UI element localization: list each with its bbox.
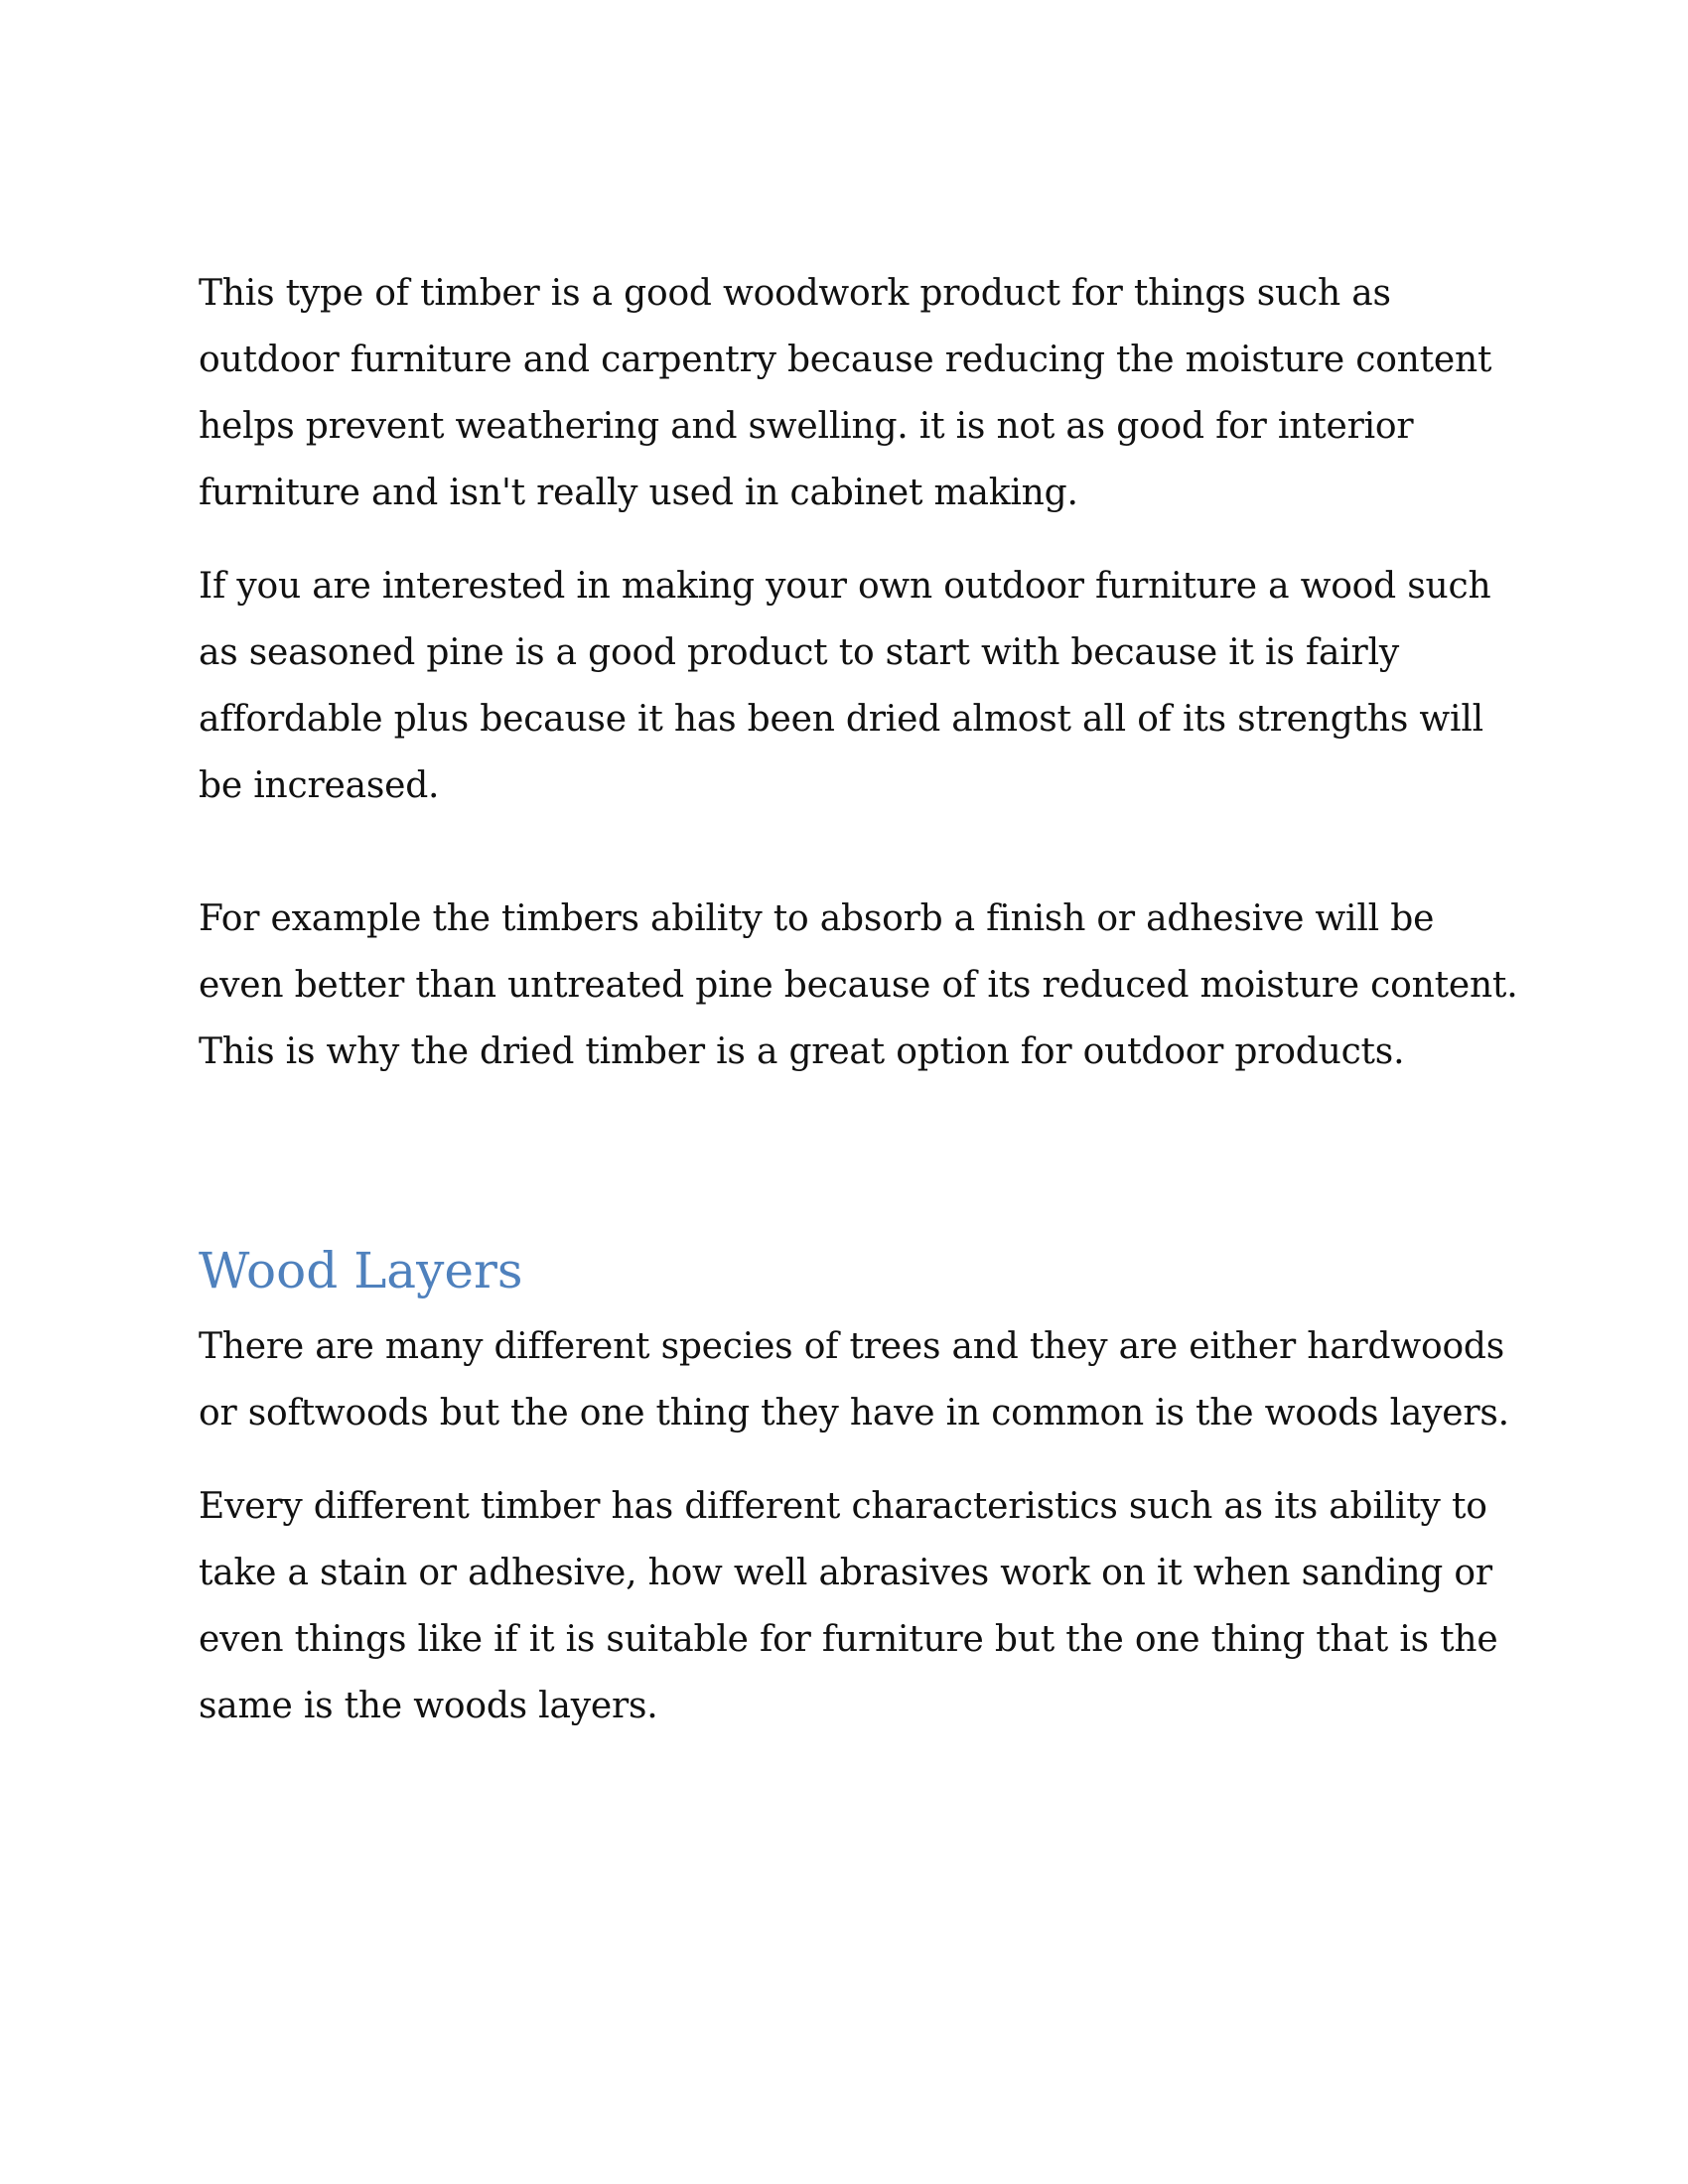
paragraph-timber-use: This type of timber is a good woodwork product for things such as outdoor furniture and carpentry because reducing the moisture content helps prevent weathering and swelling. it is not as good for interior furniture and isn't really used in cabinet making. bbox=[199, 273, 1492, 513]
paragraph-timber-characteristics: Every different timber has different characteristics such as its ability to take a stain or adhesive, how well abrasives work on it when sanding or even things like if it is suitable for furniture but the one thing that is the same is the woods layers. bbox=[199, 1486, 1498, 1726]
paragraph-outdoor-furniture: If you are interested in making your own outdoor furniture a wood such as seasoned pine is a good product to start with because it is fairly affordable plus because it has been dried almost all of its strengths will be increased. bbox=[199, 566, 1491, 806]
section-heading-wood-layers: Wood Layers bbox=[199, 1242, 523, 1299]
paragraph-species-of-trees: There are many different species of trees and they are either hardwoods or softwoods but the one thing they have in common is the woods layers. bbox=[199, 1326, 1509, 1433]
paragraph-absorb-finish: For example the timbers ability to absorb a finish or adhesive will be even better than untreated pine because of its reduced moisture content. This is why the dried timber is a great option for outdoor products. bbox=[199, 898, 1518, 1072]
document-body bbox=[199, 260, 1529, 1766]
